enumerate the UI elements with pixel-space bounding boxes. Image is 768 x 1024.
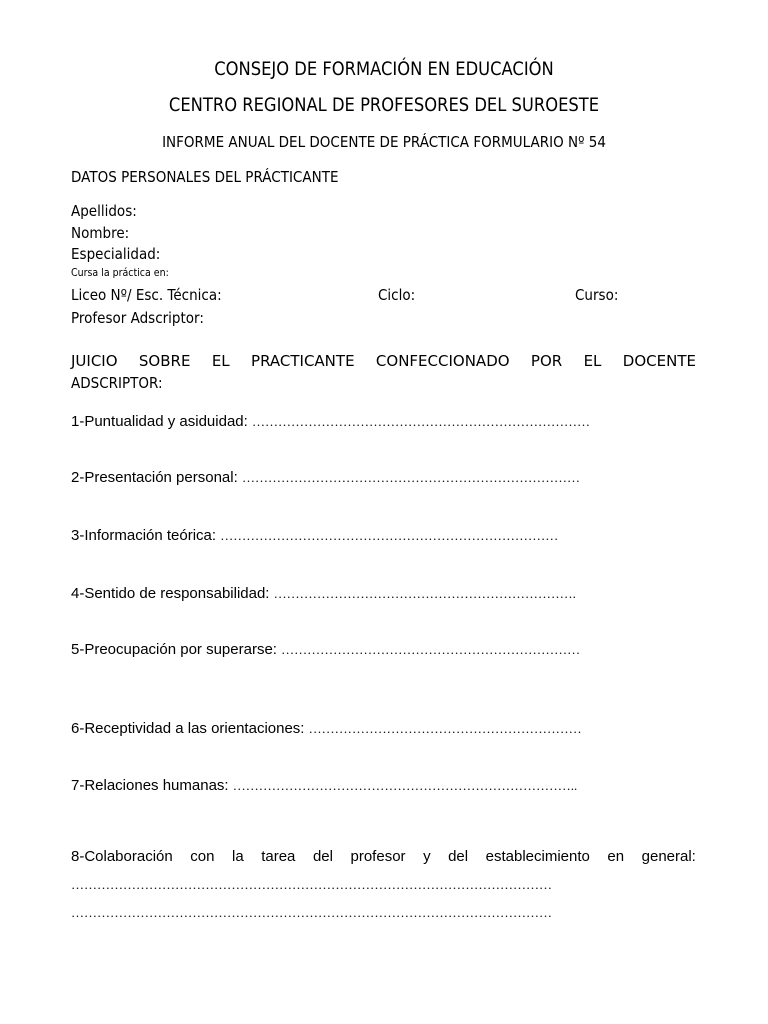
field-profesor-label: Profesor Adscriptor: [71,309,204,327]
item8-word: establecimiento [485,848,590,865]
item8-word: la [231,848,244,865]
item-informacion [71,528,558,543]
section-personal-title: DATOS PERSONALES DEL PRÁCTICANTE [71,168,339,186]
juicio-word: DOCENTE [622,352,696,370]
item-fill-dots: …………………………………………………………………… [241,470,580,485]
item8-word: y [423,848,431,865]
field-ciclo-label: Ciclo: [378,286,416,304]
item-presentacion [71,470,580,485]
item8-word: del [448,848,469,865]
item-fill-dots: …………………………………………………………… [281,642,581,657]
juicio-heading-line2: ADSCRIPTOR: [71,374,163,392]
item-preocupacion [71,642,580,657]
item-fill-dots: …………………………………………………………………… [220,528,559,543]
juicio-word: JUICIO [71,352,118,370]
field-nombre-label: Nombre: [71,224,130,242]
item8-fill-line1: ………………………………………………………………………………………………… [71,878,552,891]
item-colaboracion [71,849,696,864]
item8-word: profesor [350,848,406,865]
item8-word: 8-Colaboración [71,848,173,865]
item-label: 6-Receptividad a las orientaciones: [71,720,305,737]
field-especialidad-label: Especialidad: [71,245,161,263]
item-label: 2-Presentación personal: [71,469,238,486]
field-liceo-label: Liceo Nº/ Esc. Técnica: [71,286,222,304]
form-title: INFORME ANUAL DEL DOCENTE DE PRÁCTICA FORMULARIO Nº 54 [162,133,606,151]
item-responsabilidad [71,586,576,601]
field-apellidos-label: Apellidos: [71,202,137,220]
item8-word: tarea [261,848,296,865]
field-curso-label: Curso: [575,286,619,304]
juicio-word: EL [583,352,602,370]
item8-fill-line2: ………………………………………………………………………………………………… [71,906,552,919]
item-fill-dots: …………………………………………………………………….. [232,778,578,793]
juicio-word: EL [211,352,230,370]
juicio-word: PRACTICANTE [251,352,355,370]
item-fill-dots: …………………………………………………………………… [251,414,590,429]
item-label: 3-Información teórica: [71,527,217,544]
cursa-practica-note: Cursa la práctica en: [71,267,169,279]
item8-word: general: [641,848,696,865]
item-fill-dots: ……………………………………………………………. [273,586,576,601]
item-fill-dots: ……………………………………………………… [308,721,582,736]
item-label: 5-Preocupación por superarse: [71,641,277,658]
item8-word: con [190,848,215,865]
header-council: CONSEJO DE FORMACIÓN EN EDUCACIÓN [214,58,554,80]
juicio-word: POR [530,352,563,370]
juicio-heading-line1 [71,354,696,369]
item-receptividad [71,721,582,736]
item-label: 4-Sentido de responsabilidad: [71,585,270,602]
item-puntualidad [71,414,590,429]
header-center: CENTRO REGIONAL DE PROFESORES DEL SUROESTE [168,94,600,116]
item-label: 7-Relaciones humanas: [71,777,229,794]
juicio-word: CONFECCIONADO [375,352,510,370]
item-label: 1-Puntualidad y asiduidad: [71,413,248,430]
item8-word: del [312,848,333,865]
item8-word: en [607,848,625,865]
item-relaciones [71,778,577,793]
juicio-word: SOBRE [138,352,191,370]
